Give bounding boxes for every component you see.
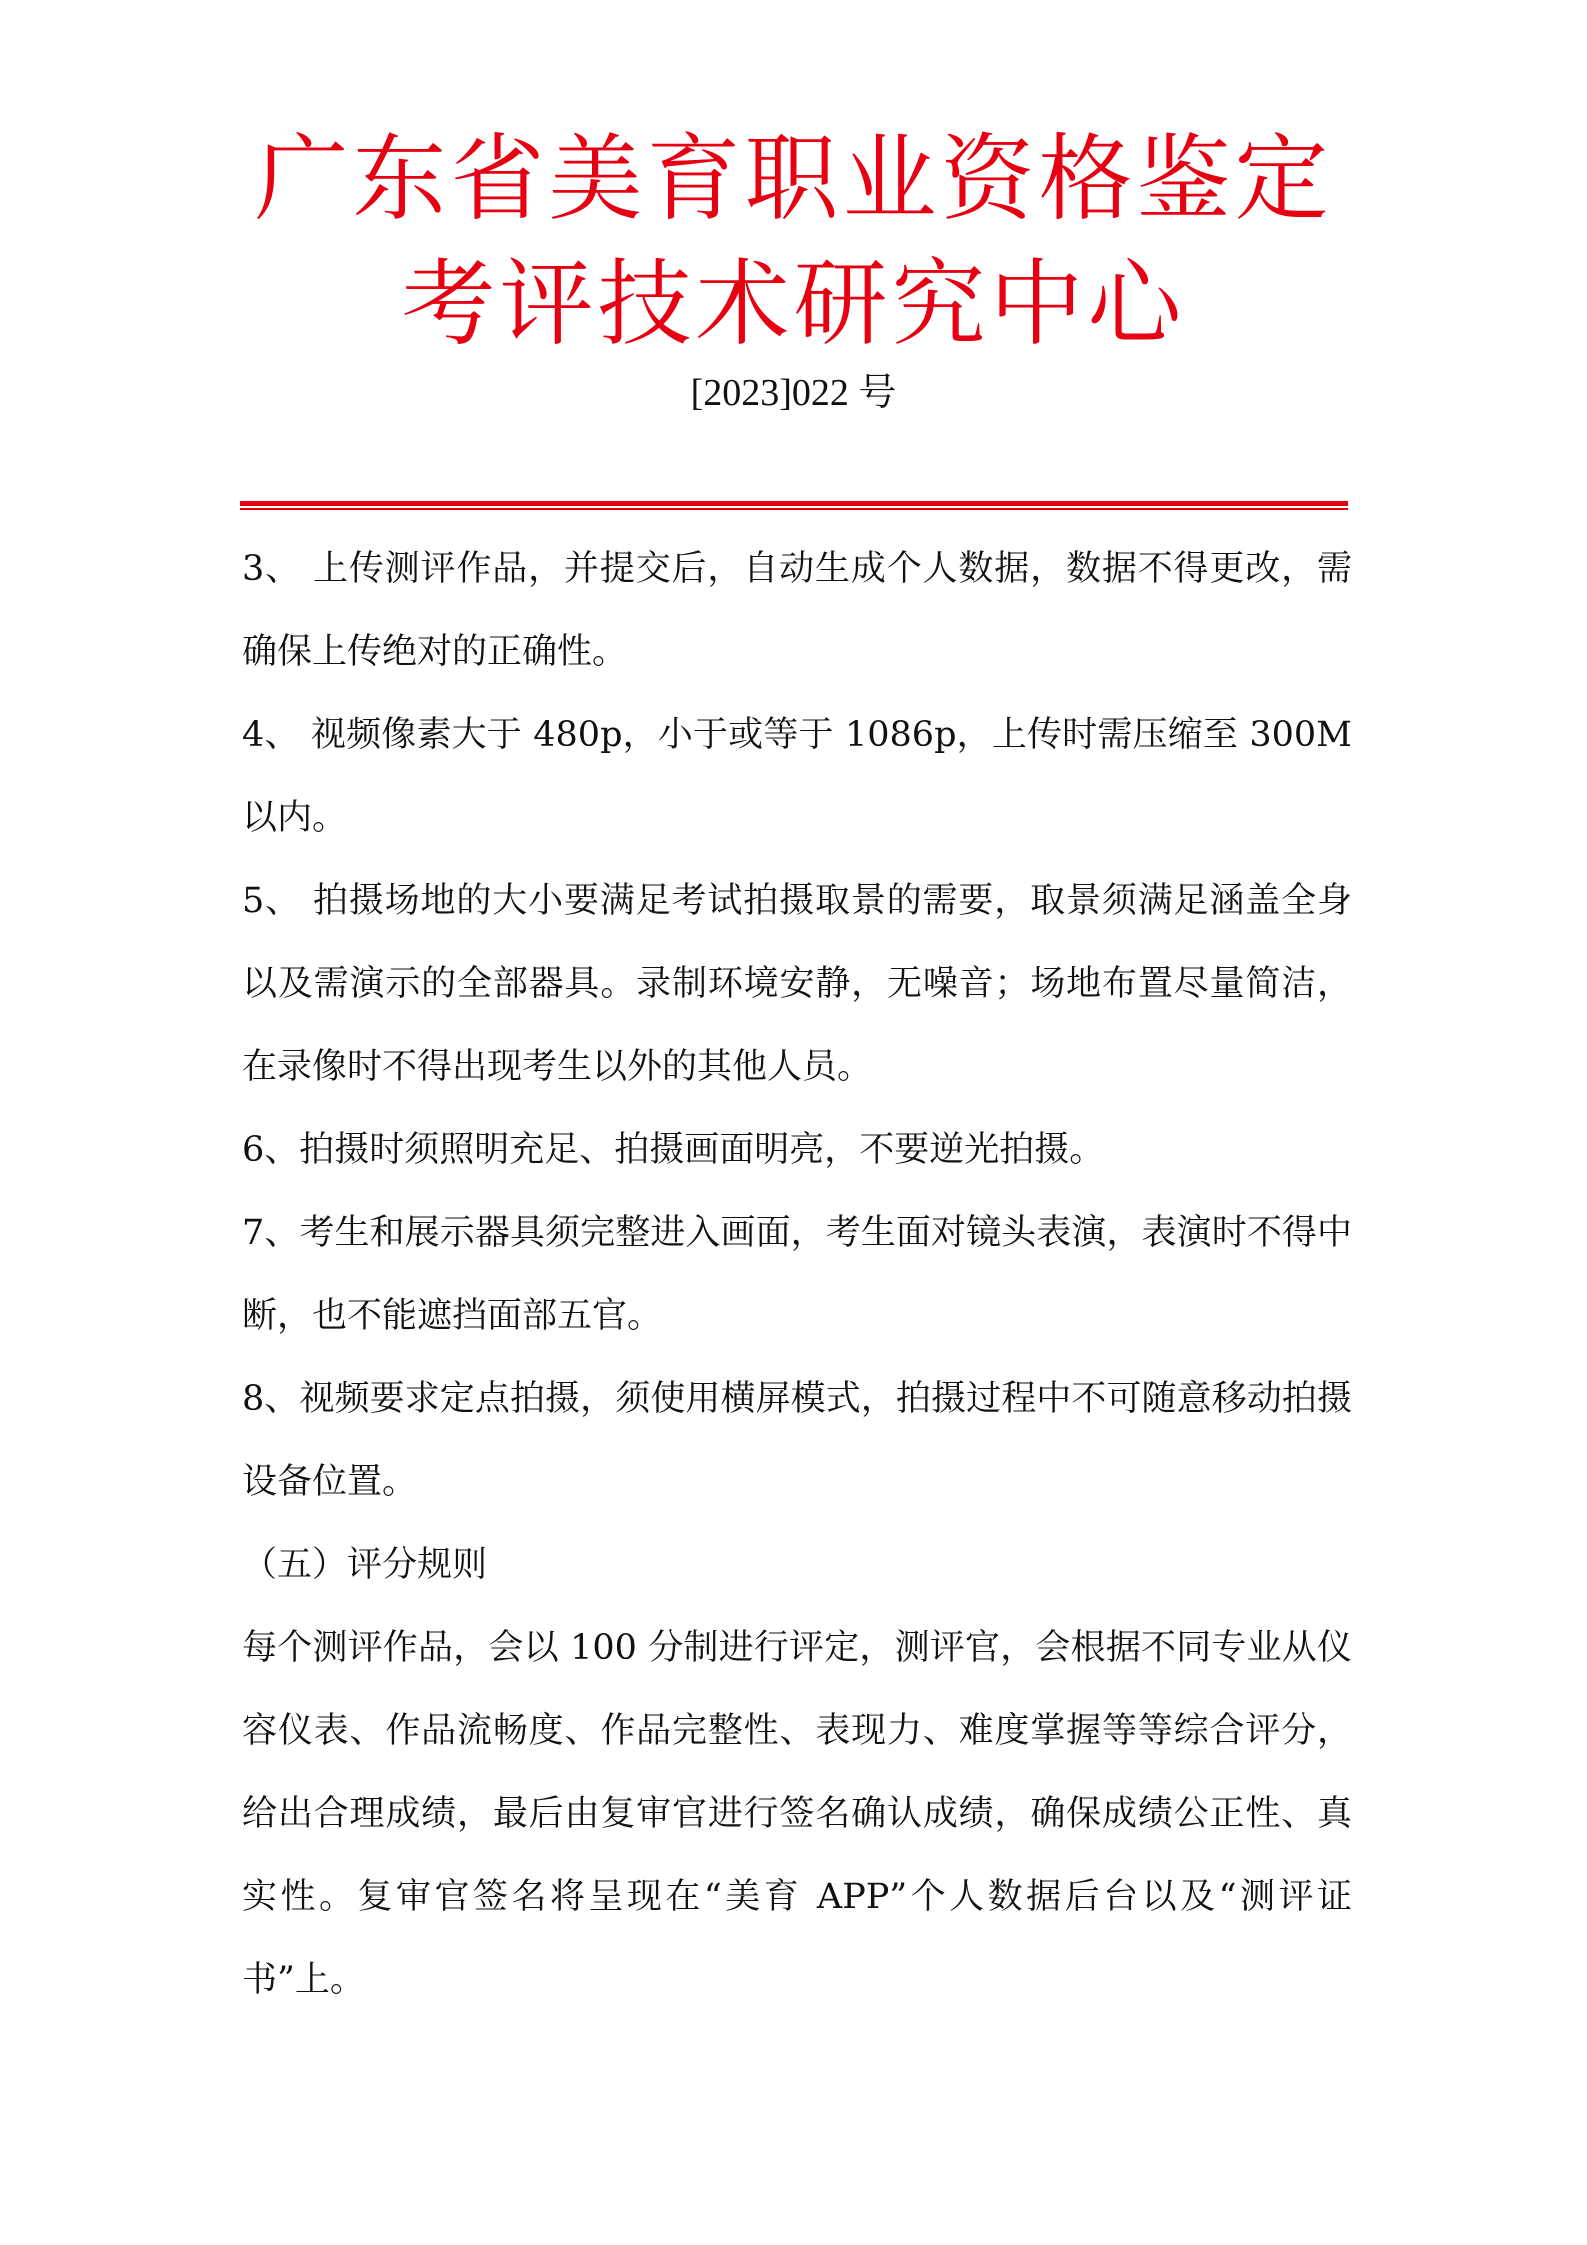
- requirement-item-7: 7、考生和展示器具须完整进入画面，考生面对镜头表演，表演时不得中断，也不能遮挡面部五官。: [242, 1213, 1352, 1336]
- scoring-rules-paragraph: 每个测评作品，会以 100 分制进行评定，测评官，会根据不同专业从仪容仪表、作品流畅度、作品完整性、表现力、难度掌握等等综合评分，给出合理成绩，最后由复审官进行签名确认成绩，确保成绩公正性、真实性。复审官签名将呈现在“美育 APP”个人数据后台以及“测评证书”上。: [242, 1628, 1352, 2000]
- red-header-rule-thin: [240, 508, 1348, 510]
- section-heading-scoring-rules: （五）评分规则: [242, 1545, 488, 1585]
- issuer-title-line-1: 广东省美育职业资格鉴定: [254, 125, 1333, 234]
- red-header-rule-thick: [240, 501, 1348, 506]
- requirement-item-3: 3、 上传测评作品，并提交后，自动生成个人数据，数据不得更改，需确保上传绝对的正确性。: [242, 549, 1352, 672]
- requirement-item-4: 4、 视频像素大于 480p，小于或等于 1086p，上传时需压缩至 300M 以内。: [242, 715, 1352, 838]
- requirement-item-6: 6、拍摄时须照明充足、拍摄画面明亮，不要逆光拍摄。: [242, 1130, 1105, 1170]
- document-number: [2023]022 号: [690, 372, 897, 414]
- requirement-item-5: 5、 拍摄场地的大小要满足考试拍摄取景的需要，取景须满足涵盖全身以及需演示的全部器具。录制环境安静，无噪音；场地布置尽量简洁，在录像时不得出现考生以外的其他人员。: [242, 881, 1352, 1087]
- document-body: [242, 528, 1352, 2022]
- issuer-title-line-2: 考评技术研究中心: [401, 250, 1186, 359]
- requirement-item-8: 8、视频要求定点拍摄，须使用横屏模式，拍摄过程中不可随意移动拍摄设备位置。: [242, 1379, 1352, 1502]
